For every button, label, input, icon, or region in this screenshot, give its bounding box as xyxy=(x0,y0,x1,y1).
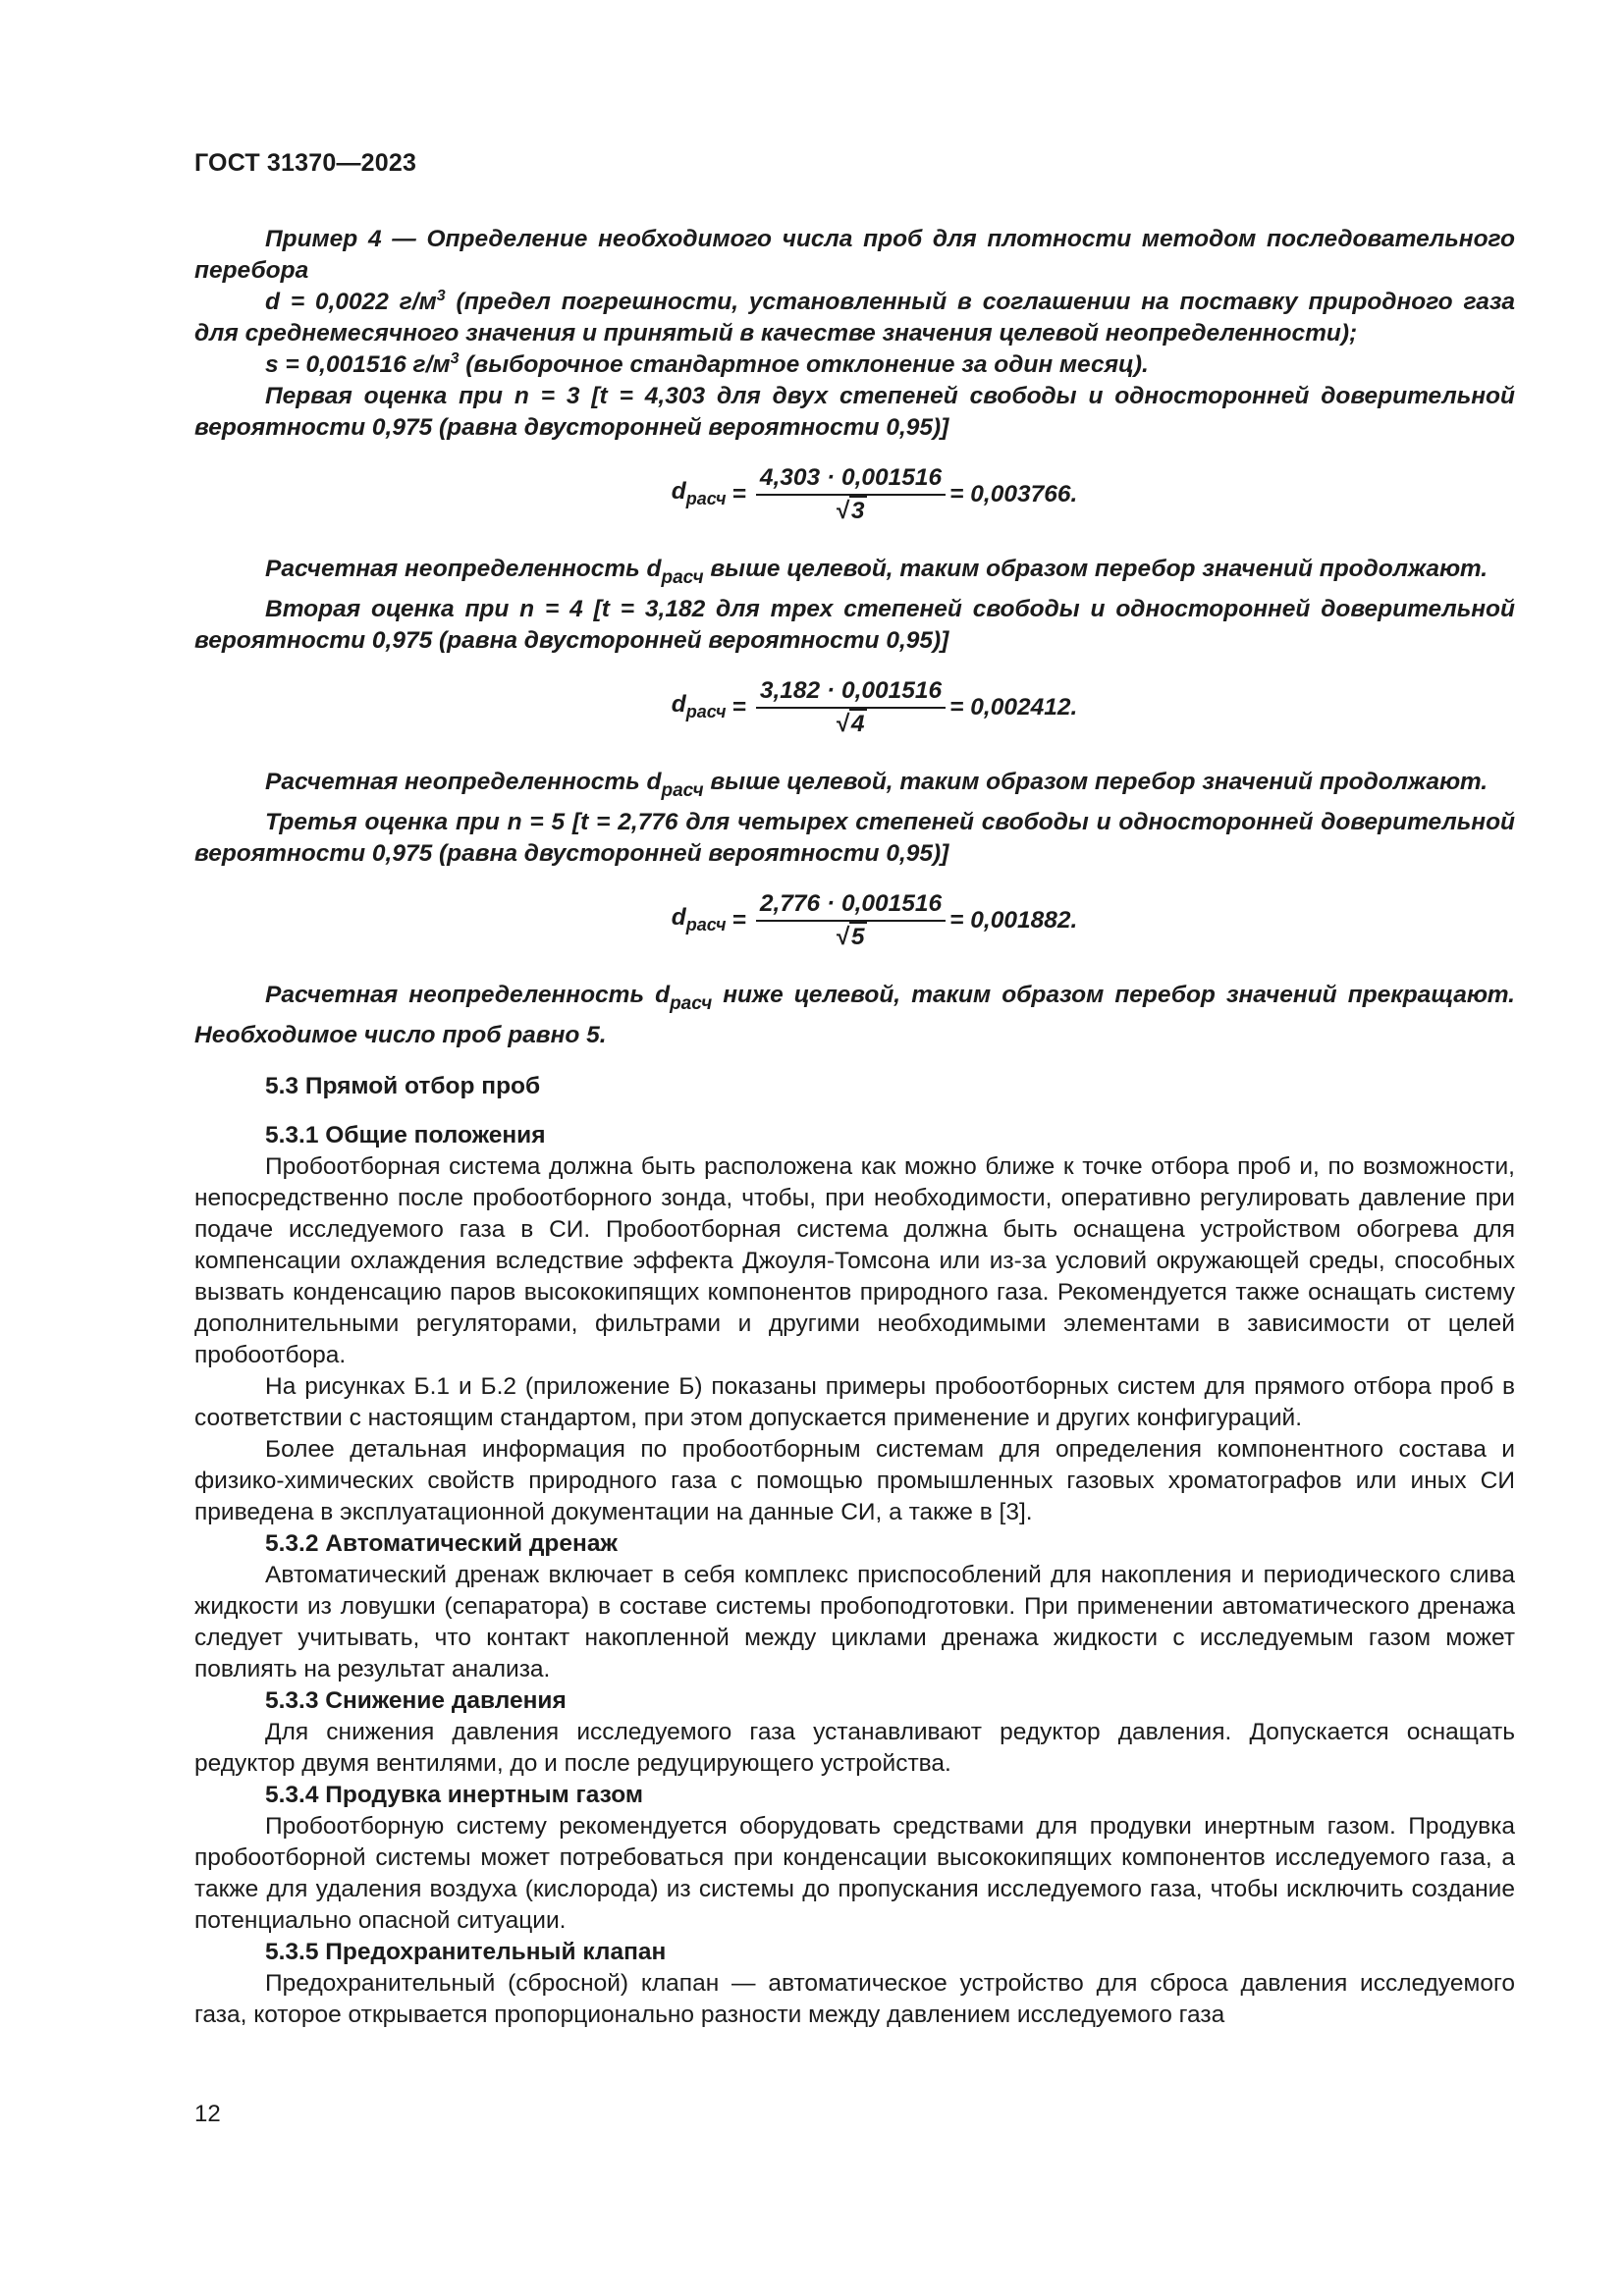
formula-1-numerator: 4,303 · 0,001516 xyxy=(756,463,946,496)
section-heading-5-3-4: 5.3.4 Продувка инертным газом xyxy=(265,1782,643,1808)
formula-3-numerator: 2,776 · 0,001516 xyxy=(756,889,946,922)
section-heading-5-3: 5.3 Прямой отбор проб xyxy=(265,1073,541,1099)
example-s-line: s = 0,001516 $г/м^3$ (выборочное стандартное отклонение за один месяц). xyxy=(265,350,1149,378)
formula-3: $d_{расч}$ = $\frac{2,776 \cdot 0,001516}{√ 5}$ = 0,001882. xyxy=(671,890,1078,950)
example-estimate-3: Третья оценка при n = 5 [t = 2,776 для четырех степеней свободы и односторонней доверительной вероятности 0,975 (равна двусторонней вероятности 0,95)] xyxy=(194,809,1515,867)
formula-2-numerator: 3,182 · 0,001516 xyxy=(756,676,946,709)
paragraph-5-3-4: Пробоотборную систему рекомендуется оборудовать средствами для продувки инертным газом. Продувка пробоотборной системы может потребоваться при конденсации высококипящих компонентов исследуемого газа, а также для удаления воздуха (кислорода) из системы до пропускания исследуемого газа, чтобы исключить создание потенциально опасной ситуации. xyxy=(194,1813,1515,1934)
formula-1-result: = 0,003766. xyxy=(949,481,1078,507)
example-conclusion-2: Расчетная неопределенность $d_{расч}$ выше целевой, таким образом перебор значений продолжают. xyxy=(265,769,1489,801)
section-heading-5-3-3: 5.3.3 Снижение давления xyxy=(265,1687,567,1714)
section-heading-5-3-1: 5.3.1 Общие положения xyxy=(265,1122,546,1148)
paragraph-5-3-3: Для снижения давления исследуемого газа устанавливают редуктор давления. Допускается оснащать редуктор двумя вентилями, до и после редуцирующего устройства. xyxy=(194,1719,1515,1777)
paragraph-5-3-2: Автоматический дренаж включает в себя комплекс приспособлений для накопления и периодического слива жидкости из ловушки (сепаратора) в составе системы пробоподготовки. При применении автоматического дренажа следует учитывать, что контакт накопленной между циклами дренажа жидкости с исследуемым газом может повлиять на результат анализа. xyxy=(194,1562,1515,1682)
paragraph-5-3-5: Предохранительный (сбросной) клапан — автоматическое устройство для сброса давления исследуемого газа, которое открывается пропорционально разности между давлением исследуемого газа xyxy=(194,1970,1515,2028)
example-estimate-2: Вторая оценка при n = 4 [t = 3,182 для трех степеней свободы и односторонней доверительной вероятности 0,975 (равна двусторонней вероятности 0,95)] xyxy=(194,596,1515,654)
example-conclusion-1: Расчетная неопределенность $d_{расч}$ выше целевой, таким образом перебор значений продолжают. xyxy=(265,556,1489,588)
page-number: 12 xyxy=(194,2101,221,2127)
page-content xyxy=(194,224,1515,2031)
formula-2-result: = 0,002412. xyxy=(949,694,1078,721)
paragraph-5-3-1-b: На рисунках Б.1 и Б.2 (приложение Б) показаны примеры пробоотборных систем для прямого отбора проб в соответствии с настоящим стандартом, при этом допускается применение и других конфигураций. xyxy=(194,1373,1515,1431)
formula-3-result: = 0,001882. xyxy=(949,907,1078,934)
standard-header: ГОСТ 31370—2023 xyxy=(194,149,417,177)
formula-1: $d_{расч}$ = $\frac{4,303 \cdot 0,001516}{√ 3}$ = 0,003766. xyxy=(671,464,1078,524)
formula-2: $d_{расч}$ = $\frac{3,182 \cdot 0,001516}{√ 4}$ = 0,002412. xyxy=(671,677,1078,737)
example-title: Пример 4 — Определение необходимого числа проб для плотности методом последовательного перебора xyxy=(194,226,1515,284)
paragraph-5-3-1-c: Более детальная информация по пробоотборным системам для определения компонентного состава и физико-химических свойств природного газа с помощью промышленных газовых хроматографов или иных СИ приведена в эксплуатационной документации на данные СИ, а также в [3]. xyxy=(194,1436,1515,1525)
example-estimate-1: Первая оценка при n = 3 [t = 4,303 для двух степеней свободы и односторонней доверительной вероятности 0,975 (равна двусторонней вероятности 0,95)] xyxy=(194,383,1515,441)
section-heading-5-3-2: 5.3.2 Автоматический дренаж xyxy=(265,1530,618,1557)
paragraph-5-3-1-a: Пробоотборная система должна быть расположена как можно ближе к точке отбора проб и, по возможности, непосредственно после пробоотборного зонда, чтобы, при необходимости, оперативно регулировать давление при подаче исследуемого газа в СИ. Пробоотборная система должна быть оснащена устройством обогрева для компенсации охлаждения вследствие эффекта Джоуля-Томсона или из-за условий окружающей среды, способных вызвать конденсацию паров высококипящих компонентов природного газа. Рекомендуется также оснащать систему дополнительными регуляторами, фильтрами и другими необходимыми элементами в зависимости от целей пробоотбора. xyxy=(194,1153,1515,1368)
section-heading-5-3-5: 5.3.5 Предохранительный клапан xyxy=(265,1939,667,1965)
example-conclusion-3: Расчетная неопределенность $d_{расч}$ ниже целевой, таким образом перебор значений прекращают. Необходимое число проб равно 5. xyxy=(194,982,1515,1048)
example-d-line: d = 0,0022 $г/м^3$ (предел погрешности, установленный в соглашении на поставку природного газа для среднемесячного значения и принятый в качестве значения целевой неопределенности); xyxy=(194,288,1516,347)
